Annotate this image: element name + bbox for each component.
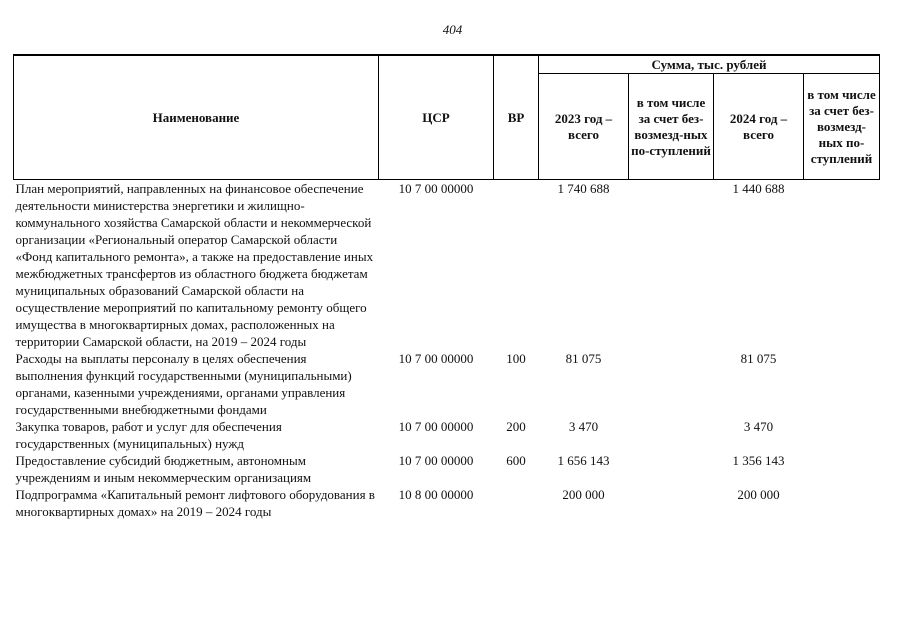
row-2024-gratuitous xyxy=(804,486,880,520)
row-name: Предоставление субсидий бюджетным, автономным учреждениям и иным некоммерческим организациям xyxy=(15,453,312,485)
table-body xyxy=(14,180,880,521)
row-2024-gratuitous xyxy=(804,418,880,452)
row-2023-gratuitous xyxy=(629,418,714,452)
row-vr xyxy=(494,180,539,351)
row-2023-total: 200 000 xyxy=(562,487,605,502)
row-2024-gratuitous xyxy=(804,452,880,486)
row-csr: 10 7 00 00000 xyxy=(398,351,474,366)
header-2024-total: 2024 год – всего xyxy=(714,74,804,180)
table-row xyxy=(14,418,880,452)
row-csr: 10 7 00 00000 xyxy=(398,419,474,434)
row-vr xyxy=(494,486,539,520)
header-csr: ЦСР xyxy=(379,55,494,180)
row-2023-total: 3 470 xyxy=(568,419,599,434)
header-name: Наименование xyxy=(14,55,379,180)
row-csr: 10 7 00 00000 xyxy=(398,181,474,196)
row-vr: 200 xyxy=(506,419,526,434)
row-2023-gratuitous xyxy=(629,350,714,418)
row-2024-total: 3 470 xyxy=(743,419,774,434)
row-2024-gratuitous xyxy=(804,180,880,351)
row-2024-total: 1 356 143 xyxy=(732,453,785,468)
row-name: План мероприятий, направленных на финансовое обеспечение деятельности министерства энергетики и жилищно-коммунального хозяйства Самарской области и некоммерческой организации «Региональный оператор Самарской области «Фонд капитального ремонта», а также на предоставление иных межбюджетных трансфертов из областного бюджета бюджетам муниципальных образований Самарской области на осуществление мероприятий по капитальному ремонту общего имущества в многоквартирных домах, расположенных на территории Самарской области, на 2019 – 2024 годы xyxy=(15,181,374,349)
row-name: Расходы на выплаты персоналу в целях обеспечения выполнения функций государственными (муниципальными) органами, казенными учреждениями, органами управления государственными внебюджетными фондами xyxy=(15,351,352,417)
row-csr: 10 8 00 00000 xyxy=(398,487,474,502)
budget-table xyxy=(13,54,880,520)
table-row xyxy=(14,180,880,351)
row-2024-total: 81 075 xyxy=(740,351,777,366)
row-2023-total: 81 075 xyxy=(565,351,602,366)
header-2023-gratuitous: в том числе за счет без-возмезд-ных по-ступлений xyxy=(629,74,714,180)
header-vr: ВР xyxy=(494,55,539,180)
row-2024-total: 1 440 688 xyxy=(732,181,785,196)
row-name: Подпрограмма «Капитальный ремонт лифтового оборудования в многоквартирных домах» на 2019 – 2024 годы xyxy=(15,487,375,519)
header-2024-gratuitous: в том числе за счет без-возмезд-ных по-ступлений xyxy=(804,74,880,180)
row-csr: 10 7 00 00000 xyxy=(398,453,474,468)
header-2023-total: 2023 год – всего xyxy=(539,74,629,180)
row-vr: 100 xyxy=(506,351,526,366)
row-vr: 600 xyxy=(506,453,526,468)
page-number: 404 xyxy=(442,22,463,37)
table-row xyxy=(14,486,880,520)
row-name: Закупка товаров, работ и услуг для обеспечения государственных (муниципальных) нужд xyxy=(15,419,282,451)
row-2024-gratuitous xyxy=(804,350,880,418)
row-2023-gratuitous xyxy=(629,486,714,520)
row-2023-total: 1 656 143 xyxy=(557,453,610,468)
row-2023-gratuitous xyxy=(629,180,714,351)
table-row xyxy=(14,452,880,486)
row-2023-gratuitous xyxy=(629,452,714,486)
header-sum-group: Сумма, тыс. рублей xyxy=(539,55,880,74)
table-row xyxy=(14,350,880,418)
row-2024-total: 200 000 xyxy=(737,487,780,502)
row-2023-total: 1 740 688 xyxy=(557,181,610,196)
